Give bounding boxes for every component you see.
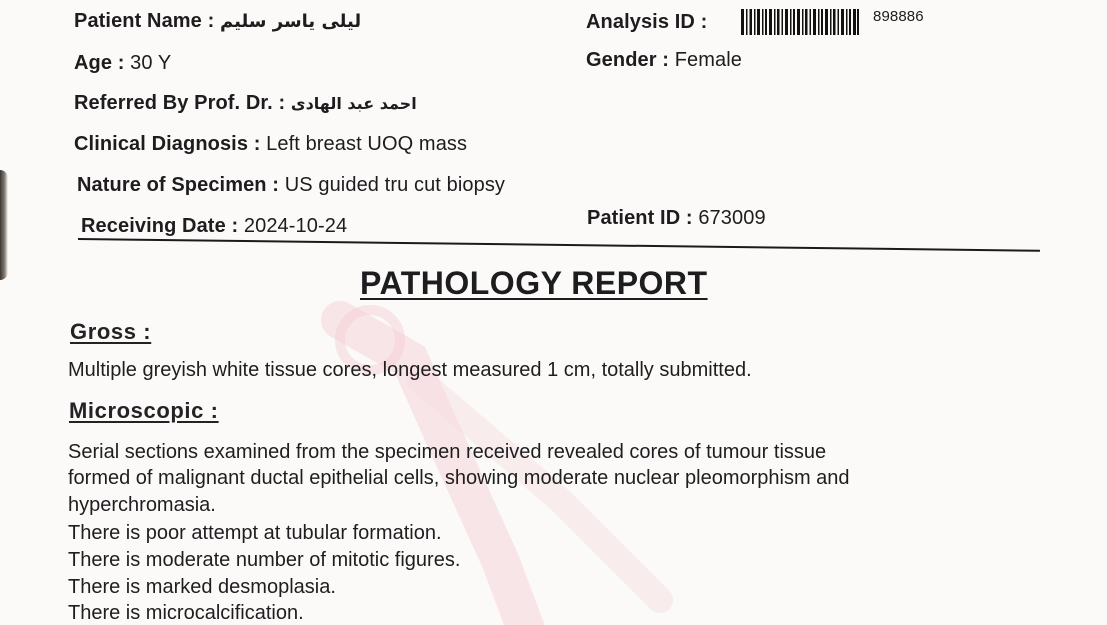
- page-edge-shadow: [0, 170, 8, 280]
- analysis-id-value: 898886: [873, 8, 924, 25]
- gross-heading: Gross :: [70, 319, 152, 344]
- referred-by-value: احمد عبد الهادى: [290, 94, 417, 113]
- nature-of-specimen-value: US guided tru cut biopsy: [284, 174, 506, 196]
- patient-name-value: ليلى ياسر سليم: [220, 11, 362, 32]
- microscopic-line: formed of malignant ductal epithelial cells, showing moderate nuclear pleomorphism and: [68, 467, 850, 489]
- age-value: 30 Y: [130, 52, 172, 74]
- header-divider: [78, 238, 1040, 252]
- gender-value: Female: [674, 49, 743, 71]
- clinical-diagnosis-label: Clinical Diagnosis :: [74, 133, 261, 155]
- patient-id-row: [587, 207, 766, 230]
- age-row: [74, 52, 171, 75]
- microscopic-line: Serial sections examined from the specimen received revealed cores of tumour tissue: [68, 441, 827, 463]
- patient-id-label: Patient ID :: [587, 207, 693, 229]
- analysis-id-row: [586, 11, 707, 34]
- report-title: PATHOLOGY REPORT: [360, 265, 708, 301]
- referred-by-label: Referred By Prof. Dr. :: [74, 92, 286, 114]
- microscopic-line: There is moderate number of mitotic figures.: [68, 549, 461, 571]
- patient-name-label: Patient Name :: [74, 10, 215, 32]
- microscopic-line: There is microcalcification.: [68, 602, 304, 624]
- receiving-date-label: Receiving Date :: [81, 215, 239, 237]
- gender-row: [586, 49, 742, 72]
- analysis-id-label: Analysis ID :: [586, 11, 708, 33]
- receiving-date-value: 2024-10-24: [243, 215, 348, 237]
- clinical-diagnosis-value: Left breast UOQ mass: [266, 133, 468, 155]
- receiving-date-row: [81, 215, 347, 238]
- microscopic-line: hyperchromasia.: [68, 494, 216, 516]
- age-label: Age :: [74, 52, 125, 74]
- nature-of-specimen-row: [77, 174, 505, 197]
- referred-by-row: [74, 92, 417, 115]
- nature-of-specimen-label: Nature of Specimen :: [77, 174, 280, 196]
- patient-name-row: [74, 10, 361, 33]
- gender-label: Gender :: [586, 49, 670, 71]
- gross-text: Multiple greyish white tissue cores, longest measured 1 cm, totally submitted.: [68, 359, 752, 381]
- microscopic-line: There is poor attempt at tubular formation.: [68, 522, 442, 544]
- clinical-diagnosis-row: [74, 133, 467, 156]
- microscopic-line: There is marked desmoplasia.: [68, 576, 336, 598]
- microscopic-heading: Microscopic :: [69, 398, 219, 423]
- analysis-barcode: [741, 9, 859, 35]
- patient-id-value: 673009: [698, 207, 766, 229]
